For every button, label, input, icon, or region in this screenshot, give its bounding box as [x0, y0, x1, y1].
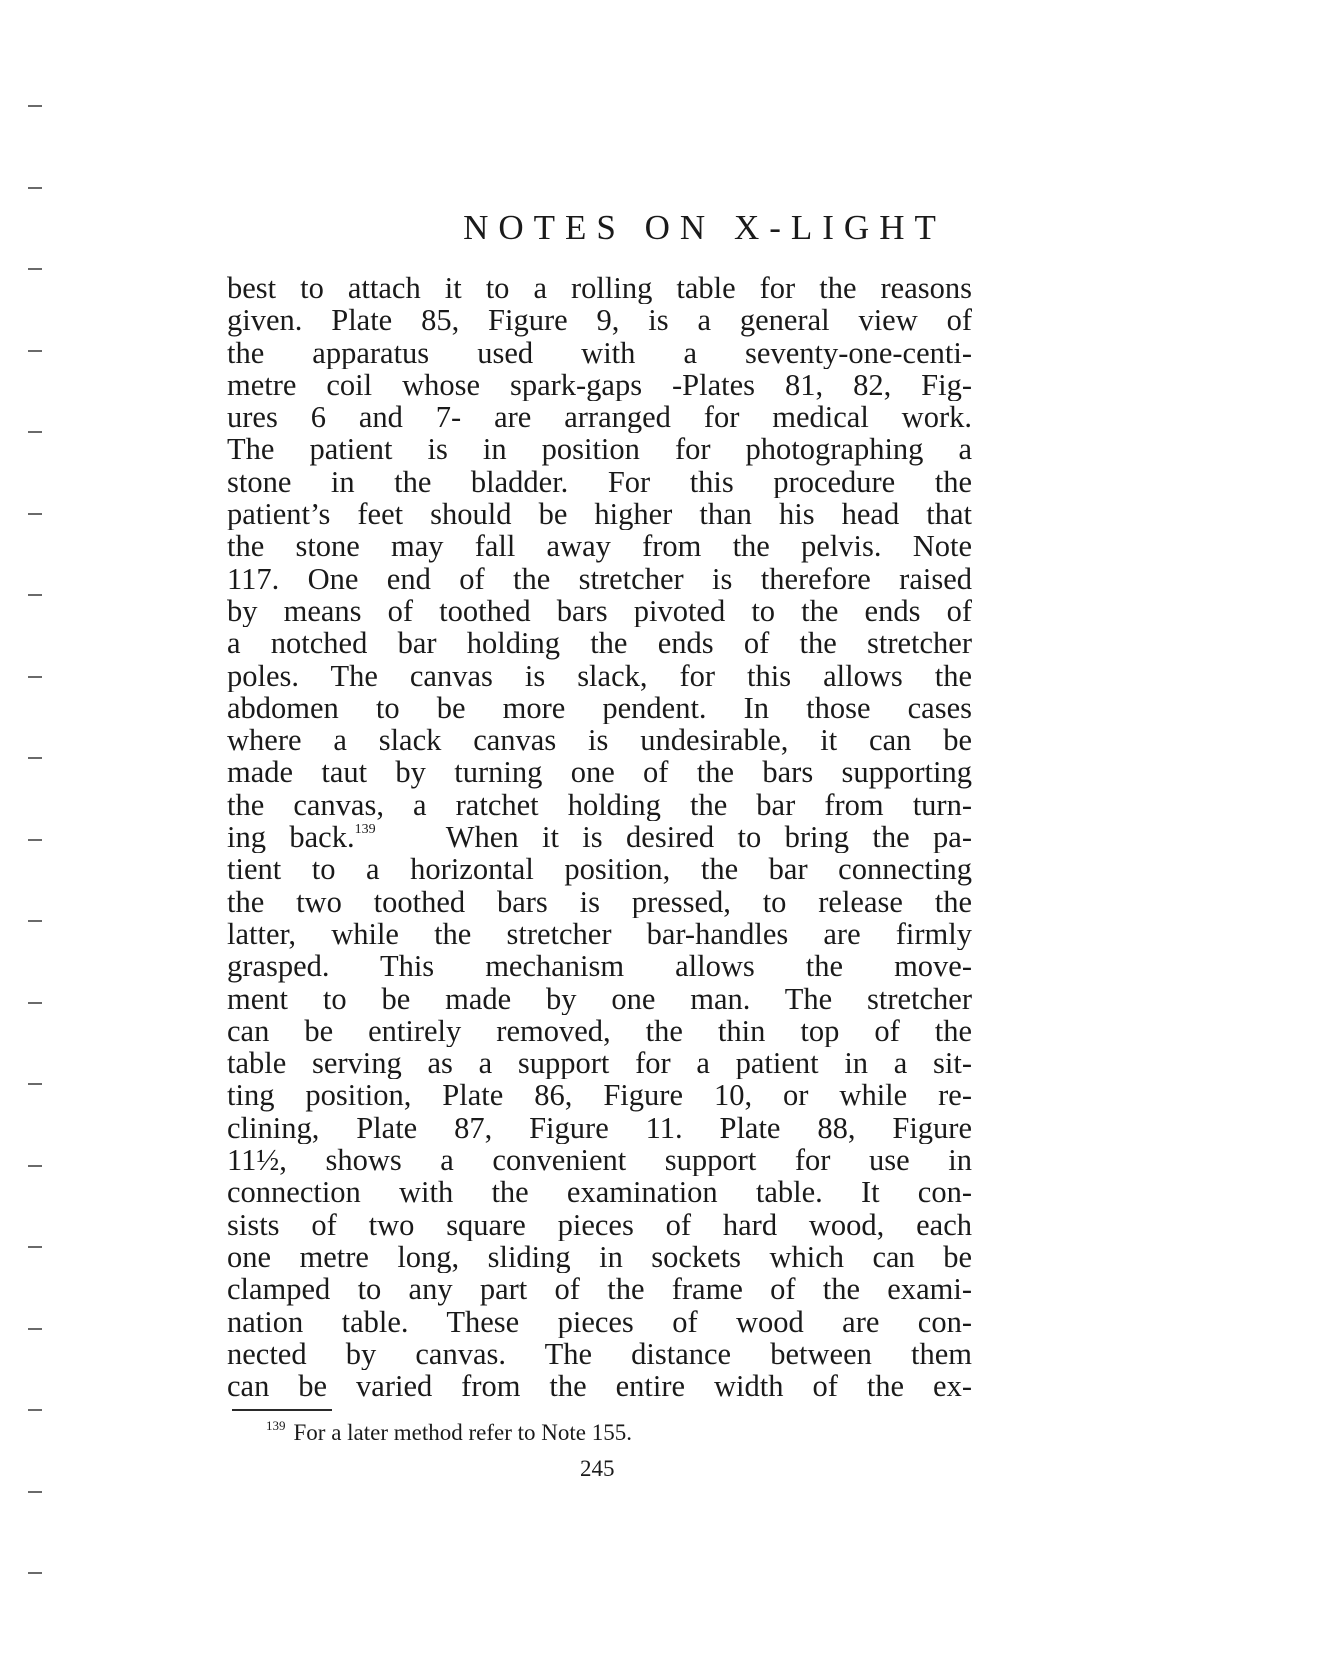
text-line: nation table. These pieces of wood are con-: [227, 1305, 972, 1338]
text-line: grasped. This mechanism allows the move-: [227, 950, 972, 983]
running-head-title: NOTES ON X-LIGHT: [463, 208, 946, 247]
text-line: the stone may fall away from the pelvis. Note: [227, 530, 972, 563]
text-line: the apparatus used with a seventy-one-centi-: [227, 336, 972, 369]
text-line: ures 6 and 7- are arranged for medical work.: [227, 401, 972, 434]
margin-tick: [28, 105, 42, 107]
text-line: where a slack canvas is undesirable, it can be: [227, 724, 972, 757]
text-fragment: When it is desired to bring the pa-: [445, 821, 972, 854]
margin-tick: [28, 676, 42, 678]
text-line: connection with the examination table. It con-: [227, 1176, 972, 1209]
page-number: 245: [580, 1456, 615, 1481]
text-line: the two toothed bars is pressed, to release the: [227, 885, 972, 918]
margin-tick: [28, 1083, 42, 1085]
text-line: can be entirely removed, the thin top of the: [227, 1014, 972, 1048]
margin-tick: [28, 513, 42, 515]
text-line: one metre long, sliding in sockets which can be: [227, 1240, 972, 1274]
margin-tick: [28, 594, 42, 596]
text-line: latter, while the stretcher bar-handles are firmly: [227, 917, 972, 951]
margin-tick: [28, 839, 42, 841]
text-line: clamped to any part of the frame of the exami-: [227, 1273, 972, 1306]
text-line-with-footnote-ref: [227, 821, 972, 853]
text-line: The patient is in position for photographing a: [227, 433, 972, 466]
margin-tick: [28, 920, 42, 922]
text-line: clining, Plate 87, Figure 11. Plate 88, Figure: [227, 1111, 972, 1145]
text-line: tient to a horizontal position, the bar connecting: [227, 853, 972, 886]
text-line: the canvas, a ratchet holding the bar from turn-: [227, 788, 972, 822]
text-line: given. Plate 85, Figure 9, is a general view of: [227, 304, 972, 337]
margin-tick-marks: [28, 0, 48, 1676]
margin-tick: [28, 1246, 42, 1248]
text-line: by means of toothed bars pivoted to the ends of: [227, 594, 972, 628]
text-line: nected by canvas. The distance between them: [227, 1337, 972, 1371]
text-line: can be varied from the entire width of the ex-: [227, 1370, 972, 1403]
text-line: 117. One end of the stretcher is therefore raised: [227, 562, 972, 595]
margin-tick: [28, 1409, 42, 1411]
text-line: 11½, shows a convenient support for use in: [227, 1144, 972, 1177]
text-line: metre coil whose spark-gaps -Plates 81, 82, Fig-: [227, 368, 972, 402]
footnote-text: For a later method refer to Note 155.: [293, 1420, 632, 1445]
margin-tick: [28, 268, 42, 270]
text-line: a notched bar holding the ends of the stretcher: [227, 627, 972, 660]
text-fragment: ing back.: [227, 821, 355, 854]
text-line: table serving as a support for a patient in a sit-: [227, 1047, 972, 1080]
text-line: ment to be made by one man. The stretcher: [227, 982, 972, 1015]
margin-tick: [28, 431, 42, 433]
text-line: poles. The canvas is slack, for this allows the: [227, 659, 972, 692]
text-line: sists of two square pieces of hard wood, each: [227, 1208, 972, 1241]
margin-tick: [28, 1491, 42, 1493]
text-line: patient’s feet should be higher than his head that: [227, 498, 972, 531]
footnote-mark: 139: [266, 1418, 286, 1433]
margin-tick: [28, 1328, 42, 1330]
margin-tick: [28, 187, 42, 189]
margin-tick: [28, 1165, 42, 1167]
text-line: best to attach it to a rolling table for the reasons: [227, 272, 972, 305]
text-line: abdomen to be more pendent. In those cases: [227, 691, 972, 725]
text-line: made taut by turning one of the bars supporting: [227, 756, 972, 789]
footnote: [266, 1418, 632, 1446]
body-text: [227, 272, 972, 1402]
footnote-reference: 139: [354, 822, 376, 838]
footnote-rule: [232, 1409, 332, 1411]
margin-tick: [28, 1572, 42, 1574]
text-line: ting position, Plate 86, Figure 10, or while re-: [227, 1079, 972, 1112]
margin-tick: [28, 1002, 42, 1004]
margin-tick: [28, 757, 42, 759]
margin-tick: [28, 350, 42, 352]
text-line: stone in the bladder. For this procedure the: [227, 465, 972, 499]
